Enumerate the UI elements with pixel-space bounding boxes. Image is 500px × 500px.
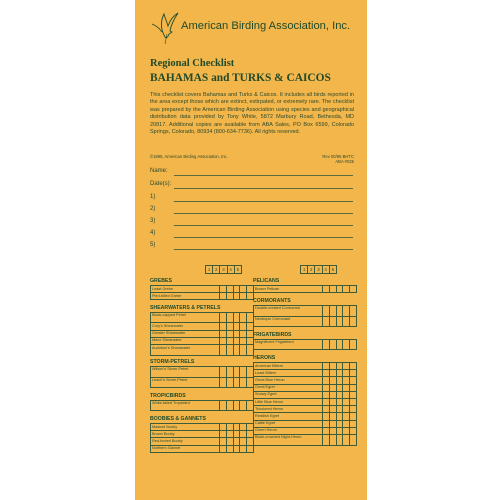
checkbox-cell[interactable] [240, 331, 247, 337]
checkbox-cell[interactable] [343, 399, 350, 405]
checkbox-cell[interactable] [330, 413, 337, 419]
species-row [150, 345, 254, 356]
species-row [253, 399, 357, 406]
species-row [253, 406, 357, 413]
species-name: Black-crowned Night-Heron [253, 435, 323, 445]
checkbox-cell[interactable] [337, 317, 344, 327]
checkbox-cell[interactable] [323, 317, 330, 327]
checkbox-cell[interactable] [234, 378, 241, 388]
checkbox-cell[interactable] [323, 370, 330, 376]
form-code-rev: Rev 00/95 BHTC [322, 154, 354, 159]
species-name: American Bittern [253, 363, 323, 369]
checkbox-cell[interactable] [343, 385, 350, 391]
column-number: 4 [323, 266, 330, 273]
species-name: Pied-billed Grebe [150, 293, 220, 299]
checkbox-cell[interactable] [220, 293, 227, 299]
family-name: STORM-PETRELS [150, 358, 254, 367]
species-name: Neotropic Cormorant [253, 317, 323, 327]
checkbox-cell[interactable] [227, 431, 234, 437]
checkbox-cell[interactable] [220, 286, 227, 292]
column-number: 1 [301, 266, 308, 273]
checkbox-cell[interactable] [337, 340, 344, 350]
species-name: Least Grebe [150, 286, 220, 292]
entry-line-label: 5) [150, 242, 156, 248]
checkbox-cell[interactable] [330, 370, 337, 376]
bird-logo-icon [149, 4, 179, 46]
checkbox-cell[interactable] [343, 370, 350, 376]
checkbox-cell[interactable] [220, 345, 227, 355]
checkbox-cell[interactable] [337, 370, 344, 376]
column-number: 2 [308, 266, 315, 273]
organization-name: American Birding Association, Inc. [181, 20, 351, 32]
checkbox-cell[interactable] [220, 367, 227, 377]
checkbox-cell[interactable] [227, 367, 234, 377]
checkbox-cell[interactable] [234, 367, 241, 377]
checkbox-cell[interactable] [350, 370, 357, 376]
species-name: Wilson's Storm-Petrel [150, 367, 220, 377]
checklist-subtitle: Regional Checklist [150, 58, 235, 69]
checkbox-cell[interactable] [350, 385, 357, 391]
form-code-aba: ABA #025 [335, 159, 354, 164]
checkbox-cell[interactable] [234, 331, 241, 337]
checkbox-cell[interactable] [337, 413, 344, 419]
column-number: 5 [236, 267, 240, 272]
checkbox-cell[interactable] [234, 323, 241, 329]
column-number: 4 [228, 266, 235, 273]
dates-label: Date(s): [150, 181, 172, 187]
species-row [150, 401, 254, 412]
species-row [253, 385, 357, 392]
region-title: BAHAMAS and TURKS & CAICOS [150, 72, 331, 84]
checkbox-cell[interactable] [220, 378, 227, 388]
species-row [253, 317, 357, 328]
checkbox-cell[interactable] [247, 446, 254, 452]
species-row [150, 323, 254, 330]
checkbox-cell[interactable] [227, 345, 234, 355]
checkbox-cell[interactable] [234, 345, 241, 355]
species-name: White-tailed Tropicbird [150, 401, 220, 411]
checkbox-cell[interactable] [330, 399, 337, 405]
checkbox-cell[interactable] [234, 286, 241, 292]
checkbox-cell[interactable] [234, 401, 241, 411]
checkbox-cell[interactable] [350, 421, 357, 427]
column-numbers-left [205, 265, 242, 274]
checkbox-cell[interactable] [227, 293, 234, 299]
species-name: Northern Gannet [150, 446, 220, 452]
species-row [253, 377, 357, 384]
checkbox-cell[interactable] [343, 340, 350, 350]
checkbox-cell[interactable] [240, 438, 247, 444]
entry-line-label: 4) [150, 230, 156, 236]
checkbox-cell[interactable] [330, 421, 337, 427]
checkbox-cell[interactable] [330, 428, 337, 434]
species-name: Black-capped Petrel [150, 313, 220, 323]
checkbox-cell[interactable] [350, 435, 357, 445]
checkbox-cell[interactable] [240, 345, 247, 355]
checkbox-cell[interactable] [350, 340, 357, 350]
species-row [150, 313, 254, 324]
checkbox-cell[interactable] [220, 446, 227, 452]
species-row [150, 438, 254, 445]
checkbox-cell[interactable] [323, 406, 330, 412]
checkbox-cell[interactable] [330, 306, 337, 316]
name-label: Name: [150, 168, 168, 174]
family-section [150, 358, 254, 389]
copyright-line [150, 154, 354, 164]
checkbox-cell[interactable] [220, 331, 227, 337]
checkbox-cell[interactable] [240, 286, 247, 292]
checkbox-cell[interactable] [234, 438, 241, 444]
checkbox-cell[interactable] [350, 428, 357, 434]
checkbox-cell[interactable] [220, 424, 227, 430]
checkbox-cell[interactable] [323, 340, 330, 350]
checkbox-cell[interactable] [240, 446, 247, 452]
species-name: Double-crested Cormorant [253, 306, 323, 316]
entry-line-1[interactable] [150, 194, 353, 203]
species-name: Great Egret [253, 385, 323, 391]
checkbox-cell[interactable] [227, 286, 234, 292]
checkbox-cell[interactable] [337, 363, 344, 369]
family-section [253, 354, 357, 446]
checkbox-cell[interactable] [323, 399, 330, 405]
checkbox-cell[interactable] [337, 392, 344, 398]
checkbox-cell[interactable] [337, 385, 344, 391]
checkbox-cell[interactable] [337, 428, 344, 434]
checkbox-cell[interactable] [323, 421, 330, 427]
family-name: PELICANS [253, 277, 357, 286]
family-name: BOOBIES & GANNETS [150, 415, 254, 424]
column-number: 2 [213, 266, 220, 273]
species-row [150, 446, 254, 453]
checkbox-cell[interactable] [330, 340, 337, 350]
copyright-text: ©1995, American Birding Association, Inc. [150, 154, 228, 159]
checkbox-cell[interactable] [240, 367, 247, 377]
species-name: Brown Pelican [253, 286, 323, 292]
name-field[interactable] [150, 168, 353, 177]
checkbox-cell[interactable] [234, 424, 241, 430]
family-section [253, 331, 357, 351]
species-row [253, 306, 357, 317]
species-name: Tricolored Heron [253, 406, 323, 412]
checkbox-cell[interactable] [227, 323, 234, 329]
checkbox-cell[interactable] [330, 406, 337, 412]
entry-line-label: 1) [150, 194, 156, 200]
checkbox-cell[interactable] [220, 401, 227, 411]
checkbox-cell[interactable] [234, 431, 241, 437]
species-row [253, 413, 357, 420]
checkbox-cell[interactable] [227, 331, 234, 337]
checkbox-cell[interactable] [227, 338, 234, 344]
species-name: Snowy Egret [253, 392, 323, 398]
species-row [150, 286, 254, 293]
form-code [322, 154, 354, 164]
species-row [253, 435, 357, 446]
species-row [150, 378, 254, 389]
species-name: Little Blue Heron [253, 399, 323, 405]
family-section [253, 297, 357, 328]
checkbox-cell[interactable] [227, 424, 234, 430]
species-name: Masked Booby [150, 424, 220, 430]
species-row [150, 338, 254, 345]
checkbox-cell[interactable] [330, 435, 337, 445]
species-name: Cory's Shearwater [150, 323, 220, 329]
family-section [150, 392, 254, 412]
family-name: SHEARWATERS & PETRELS [150, 304, 254, 313]
species-row [150, 293, 254, 300]
checkbox-cell[interactable] [350, 406, 357, 412]
checkbox-cell[interactable] [343, 306, 350, 316]
checkbox-cell[interactable] [227, 313, 234, 323]
species-row [253, 428, 357, 435]
species-name: Leach's Storm-Petrel [150, 378, 220, 388]
checkbox-cell[interactable] [220, 323, 227, 329]
checkbox-cell[interactable] [330, 385, 337, 391]
checkbox-cell[interactable] [227, 401, 234, 411]
checkbox-cell[interactable] [234, 313, 241, 323]
checkbox-cell[interactable] [330, 392, 337, 398]
checkbox-cell[interactable] [234, 446, 241, 452]
species-row [253, 421, 357, 428]
checkbox-cell[interactable] [220, 313, 227, 323]
checkbox-cell[interactable] [323, 428, 330, 434]
checkbox-cell[interactable] [337, 286, 344, 292]
checkbox-cell[interactable] [330, 363, 337, 369]
checkbox-cell[interactable] [240, 424, 247, 430]
checkbox-cell[interactable] [323, 286, 330, 292]
checkbox-cell[interactable] [343, 317, 350, 327]
family-section [150, 277, 254, 300]
species-name: Red-footed Booby [150, 438, 220, 444]
checkbox-cell[interactable] [323, 413, 330, 419]
checkbox-cell[interactable] [337, 377, 344, 383]
checkbox-cell[interactable] [323, 385, 330, 391]
checkbox-cell[interactable] [343, 286, 350, 292]
entry-line-5[interactable] [150, 242, 353, 251]
species-name: Brown Booby [150, 431, 220, 437]
checkbox-cell[interactable] [330, 317, 337, 327]
entry-line-label: 3) [150, 218, 156, 224]
dates-field[interactable] [150, 181, 353, 190]
species-row [253, 370, 357, 377]
checkbox-cell[interactable] [323, 306, 330, 316]
checkbox-cell[interactable] [343, 377, 350, 383]
checkbox-cell[interactable] [227, 446, 234, 452]
checkbox-cell[interactable] [220, 338, 227, 344]
checkbox-cell[interactable] [234, 338, 241, 344]
checkbox-cell[interactable] [337, 421, 344, 427]
species-row [150, 331, 254, 338]
checkbox-cell[interactable] [240, 323, 247, 329]
checkbox-cell[interactable] [234, 293, 241, 299]
species-name: Manx Shearwater [150, 338, 220, 344]
family-name: TROPICBIRDS [150, 392, 254, 401]
checkbox-cell[interactable] [337, 406, 344, 412]
checkbox-cell[interactable] [330, 377, 337, 383]
checkbox-cell[interactable] [343, 392, 350, 398]
checkbox-cell[interactable] [343, 421, 350, 427]
species-name: Greater Shearwater [150, 331, 220, 337]
checkbox-cell[interactable] [350, 286, 357, 292]
checkbox-cell[interactable] [220, 431, 227, 437]
species-name: Green Heron [253, 428, 323, 434]
species-row [253, 340, 357, 351]
checklist-card [135, 0, 367, 500]
species-row [253, 286, 357, 293]
species-row [150, 424, 254, 431]
family-name: FRIGATEBIRDS [253, 331, 357, 340]
species-name: Great Blue Heron [253, 377, 323, 383]
checkbox-cell[interactable] [323, 363, 330, 369]
checkbox-cell[interactable] [240, 431, 247, 437]
family-name: HERONS [253, 354, 357, 363]
column-number: 5 [331, 267, 335, 272]
entry-line-3[interactable] [150, 218, 353, 227]
checkbox-cell[interactable] [337, 399, 344, 405]
checkbox-cell[interactable] [350, 306, 357, 316]
checkbox-cell[interactable] [343, 413, 350, 419]
family-section [150, 304, 254, 356]
entry-line-label: 2) [150, 206, 156, 212]
species-row [150, 431, 254, 438]
family-section [253, 277, 357, 293]
checkbox-cell[interactable] [343, 435, 350, 445]
checkbox-cell[interactable] [343, 428, 350, 434]
family-name: GREBES [150, 277, 254, 286]
checkbox-cell[interactable] [337, 306, 344, 316]
checkbox-cell[interactable] [343, 363, 350, 369]
species-name: Least Bittern [253, 370, 323, 376]
entry-line-4[interactable] [150, 230, 353, 239]
species-row [253, 363, 357, 370]
checkbox-cell[interactable] [350, 317, 357, 327]
checkbox-cell[interactable] [323, 392, 330, 398]
species-name: Cattle Egret [253, 421, 323, 427]
species-row [253, 392, 357, 399]
species-name: Audubon's Shearwater [150, 345, 220, 355]
checkbox-cell[interactable] [240, 378, 247, 388]
checkbox-cell[interactable] [227, 378, 234, 388]
checkbox-cell[interactable] [350, 399, 357, 405]
checkbox-cell[interactable] [343, 406, 350, 412]
checkbox-cell[interactable] [323, 435, 330, 445]
checkbox-cell[interactable] [240, 313, 247, 323]
checkbox-cell[interactable] [240, 338, 247, 344]
family-section [150, 415, 254, 453]
species-name: Reddish Egret [253, 413, 323, 419]
checkbox-cell[interactable] [240, 293, 247, 299]
column-numbers-right [300, 265, 337, 274]
family-name: CORMORANTS [253, 297, 357, 306]
checkbox-cell[interactable] [350, 392, 357, 398]
column-number: 1 [206, 266, 213, 273]
entry-line-2[interactable] [150, 206, 353, 215]
checkbox-cell[interactable] [323, 377, 330, 383]
column-number: 3 [220, 266, 227, 273]
species-name: Magnificent Frigatebird [253, 340, 323, 350]
checkbox-cell[interactable] [240, 401, 247, 411]
checkbox-cell[interactable] [350, 377, 357, 383]
checkbox-cell[interactable] [337, 435, 344, 445]
checklist-description: This checklist covers Bahamas and Turks & Caicos. It includes all birds reported in the area except those which are extinct, extirpated, or extremely rare. The checklist was prepared by the American Birding Association using species and geographical distribution data provided by Tony White, 5872 Marbury Road, Bethesda, MD 20817. Additional copies are available from ABA Sales, PO Box 6599, Colorado Springs, Colorado, 80934 (800-634-7736). All rights reserved. [150, 92, 354, 136]
checkbox-cell[interactable] [220, 438, 227, 444]
column-number: 3 [315, 266, 322, 273]
checkbox-cell[interactable] [227, 438, 234, 444]
checkbox-cell[interactable] [350, 363, 357, 369]
checkbox-cell[interactable] [350, 413, 357, 419]
checkbox-cell[interactable] [330, 286, 337, 292]
species-row [150, 367, 254, 378]
